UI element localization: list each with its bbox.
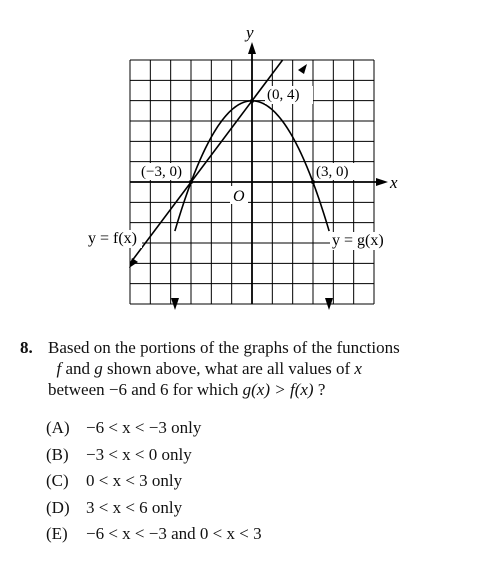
text-and: and [61, 359, 95, 378]
text-shown: shown above, what are all values of [102, 359, 355, 378]
choice-label: (C) [46, 471, 69, 490]
point-top-marker [250, 99, 254, 103]
choice-text: −6 < x < −3 only [86, 418, 202, 437]
y-axis-label: y [246, 23, 254, 42]
x-axis-arrow [376, 178, 388, 186]
choice-label: (A) [46, 418, 70, 437]
question-line-3 [48, 380, 325, 400]
question-number: 8. [20, 338, 33, 357]
y-axis-arrow [248, 42, 256, 54]
choice-d[interactable] [46, 498, 262, 525]
choice-label: (B) [46, 444, 69, 464]
point-top-label: (0, 4) [267, 87, 300, 103]
choice-label: (D) [46, 497, 70, 517]
inequality: g(x) > f(x) [242, 380, 314, 399]
answer-choices [46, 418, 262, 551]
choice-text: −6 < x < −3 and 0 < x < 3 [86, 524, 262, 543]
choice-text: 3 < x < 6 only [86, 497, 183, 517]
var-g: g [94, 359, 103, 378]
text-end: ? [313, 380, 326, 399]
point-right-label: (3, 0) [316, 164, 349, 180]
var-f: f [56, 359, 62, 378]
point-right-marker [311, 180, 315, 184]
point-left-marker [189, 180, 193, 184]
choice-b[interactable] [46, 445, 262, 472]
point-left-label: (−3, 0) [141, 164, 182, 180]
choice-c[interactable] [46, 471, 262, 498]
var-x: x [354, 359, 362, 378]
choice-e[interactable] [46, 524, 262, 551]
choice-label: (E) [46, 524, 68, 543]
choice-a[interactable] [46, 418, 262, 445]
text-between: between −6 and 6 for which [48, 380, 243, 399]
g-label: y = g(x) [332, 232, 384, 249]
question-line-1: Based on the portions of the graphs of the functions [48, 338, 400, 357]
x-axis-label: x [390, 173, 398, 192]
choice-text: 0 < x < 3 only [86, 471, 183, 490]
choice-text: −3 < x < 0 only [86, 444, 192, 464]
f-arrow-up [298, 64, 307, 74]
f-label: y = f(x) [88, 230, 138, 247]
question-line-2 [48, 359, 362, 379]
origin-label: O [233, 188, 245, 205]
